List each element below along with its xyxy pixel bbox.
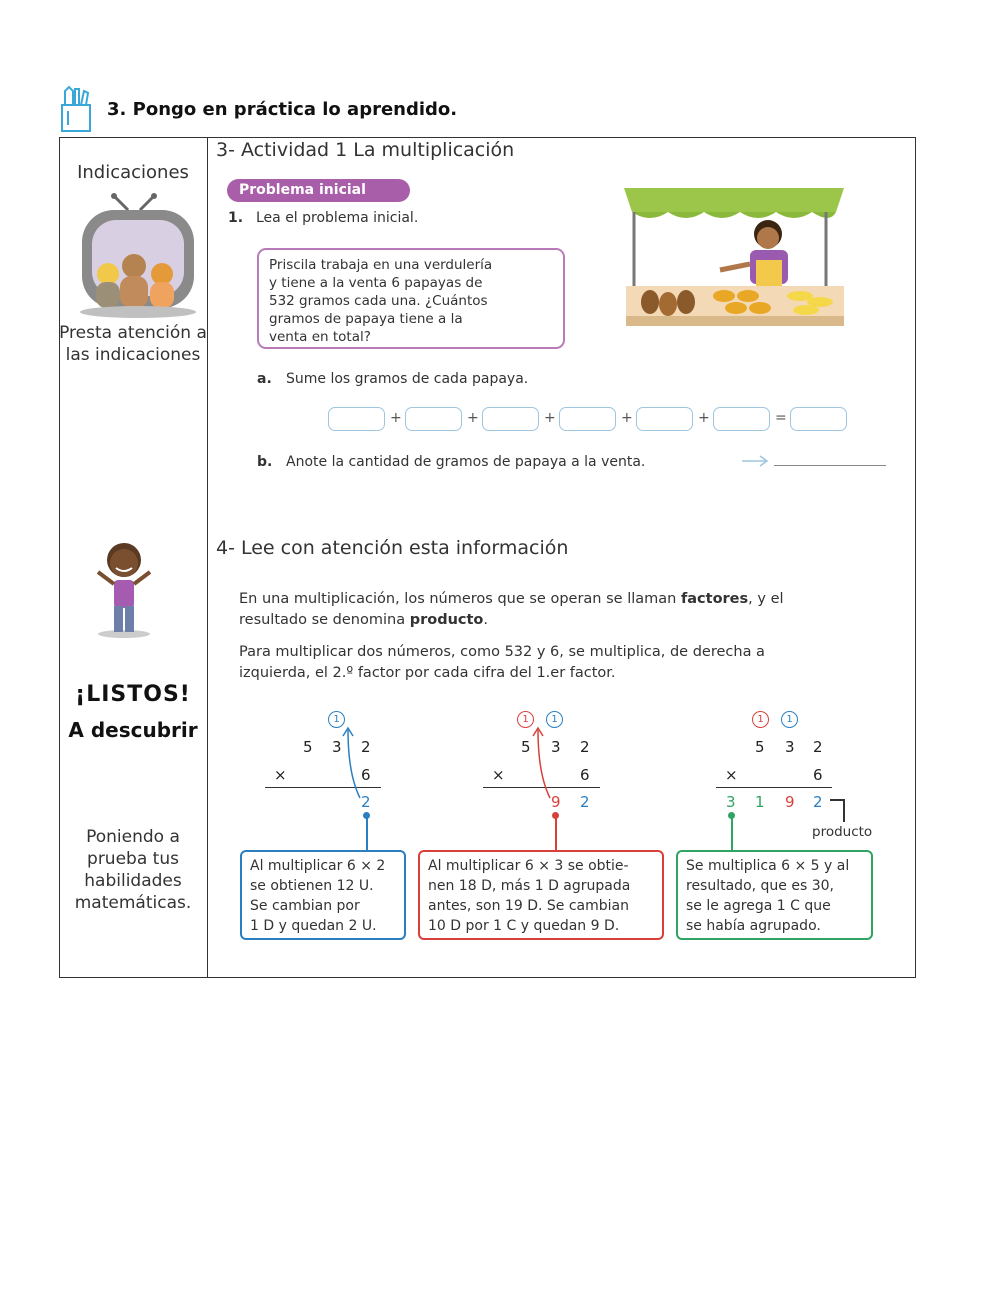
digit: 5 (521, 738, 531, 756)
a-label: a. (257, 371, 272, 387)
digit: 2 (361, 738, 371, 756)
times-sign: × (725, 766, 738, 784)
market-stall-illustration (620, 178, 850, 350)
digit: 6 (580, 766, 590, 784)
carry-arrow (530, 724, 560, 804)
answer-line[interactable] (774, 465, 886, 466)
info-paragraph-1: En una multiplicación, los números que se operan se llaman factores, y el resultado se denomina producto. (239, 591, 784, 628)
digit: 2 (813, 738, 823, 756)
b-text: Anote la cantidad de gramos de papaya a la venta. (286, 454, 646, 470)
listos-label: ¡LISTOS! (75, 682, 191, 707)
producto-label: producto (812, 824, 873, 840)
answer-box-6[interactable] (713, 407, 770, 431)
answer-box-4[interactable] (559, 407, 616, 431)
digit: 6 (813, 766, 823, 784)
connector-dot (552, 812, 559, 819)
pencil-cup-icon (58, 85, 94, 133)
answer-box-1[interactable] (328, 407, 385, 431)
info-paragraph-2: Para multiplicar dos números, como 532 y 6, se multiplica, de derecha a izquierda, el 2.º factor por cada cifra del 1.er factor. (239, 644, 765, 681)
b-label: b. (257, 454, 273, 470)
answer-box-2[interactable] (405, 407, 462, 431)
tv-kids-illustration (78, 192, 198, 320)
presta-atencion-text: Presta atención a las indicaciones (59, 323, 207, 365)
answer-box-3[interactable] (482, 407, 539, 431)
digit: 5 (755, 738, 765, 756)
result-digit: 9 (551, 793, 561, 811)
plus-sign: + (390, 410, 402, 426)
result-digit: 2 (580, 793, 590, 811)
step-number: 1. (228, 210, 244, 226)
problem-line: y tiene a la venta 6 papayas de (269, 275, 483, 291)
times-sign: × (492, 766, 505, 784)
connector-dot (363, 812, 370, 819)
digit: 5 (303, 738, 313, 756)
activity2-title: 4- Lee con atención esta información (216, 537, 569, 559)
carry-circle: 1 (546, 711, 563, 728)
boy-illustration (92, 540, 156, 638)
problem-line: gramos de papaya tiene a la (269, 311, 463, 327)
problem-line: Priscila trabaja en una verdulería (269, 257, 493, 273)
problem-box (257, 248, 565, 349)
carry-circle: 1 (328, 711, 345, 728)
digit: 3 (551, 738, 561, 756)
poniendo-prueba-text: Poniendo a prueba tus habilidades matemáticas. (74, 827, 192, 913)
answer-box-result[interactable] (790, 407, 847, 431)
descubrir-label: A descubrir (68, 718, 198, 742)
digit: 3 (785, 738, 795, 756)
carry-circle: 1 (752, 711, 769, 728)
carry-arrow (340, 724, 370, 804)
problem-line: 532 gramos cada una. ¿Cuántos (269, 293, 488, 309)
connector-dot (728, 812, 735, 819)
result-digit: 9 (785, 793, 795, 811)
column-divider (207, 137, 208, 978)
result-digit: 1 (755, 793, 765, 811)
explanation-box-3: Se multiplica 6 × 5 y al resultado, que es 30, se le agrega 1 C que se había agrupado. (676, 850, 873, 940)
section-title: 3. Pongo en práctica lo aprendido. (107, 99, 458, 120)
step-text: Lea el problema inicial. (256, 210, 419, 226)
digit: 2 (580, 738, 590, 756)
times-sign: × (274, 766, 287, 784)
result-digit: 3 (726, 793, 736, 811)
carry-circle: 1 (781, 711, 798, 728)
plus-sign: + (544, 410, 556, 426)
activity1-title: 3- Actividad 1 La multiplicación (216, 139, 515, 161)
explanation-box-2: Al multiplicar 6 × 3 se obtie- nen 18 D, más 1 D agrupada antes, son 19 D. Se cambian 10 D por 1 C y quedan 9 D. (418, 850, 664, 940)
plus-sign: + (621, 410, 633, 426)
answer-box-5[interactable] (636, 407, 693, 431)
digit: 3 (332, 738, 342, 756)
connector-line (555, 814, 557, 850)
sum-line (716, 787, 832, 788)
equals-sign: = (775, 410, 787, 426)
explanation-box-1: Al multiplicar 6 × 2 se obtienen 12 U. Se cambian por 1 D y quedan 2 U. (240, 850, 406, 940)
producto-bracket (828, 796, 850, 826)
plus-sign: + (467, 410, 479, 426)
indicaciones-label: Indicaciones (77, 162, 189, 183)
result-digit: 2 (813, 793, 823, 811)
problema-inicial-pill: Problema inicial (227, 179, 410, 202)
result-digit: 2 (361, 793, 371, 811)
connector-line (731, 814, 733, 850)
digit: 6 (361, 766, 371, 784)
arrow-right-icon (740, 454, 770, 468)
a-text: Sume los gramos de cada papaya. (286, 371, 529, 387)
connector-line (366, 814, 368, 850)
problem-line: venta en total? (269, 329, 371, 345)
carry-circle: 1 (517, 711, 534, 728)
plus-sign: + (698, 410, 710, 426)
